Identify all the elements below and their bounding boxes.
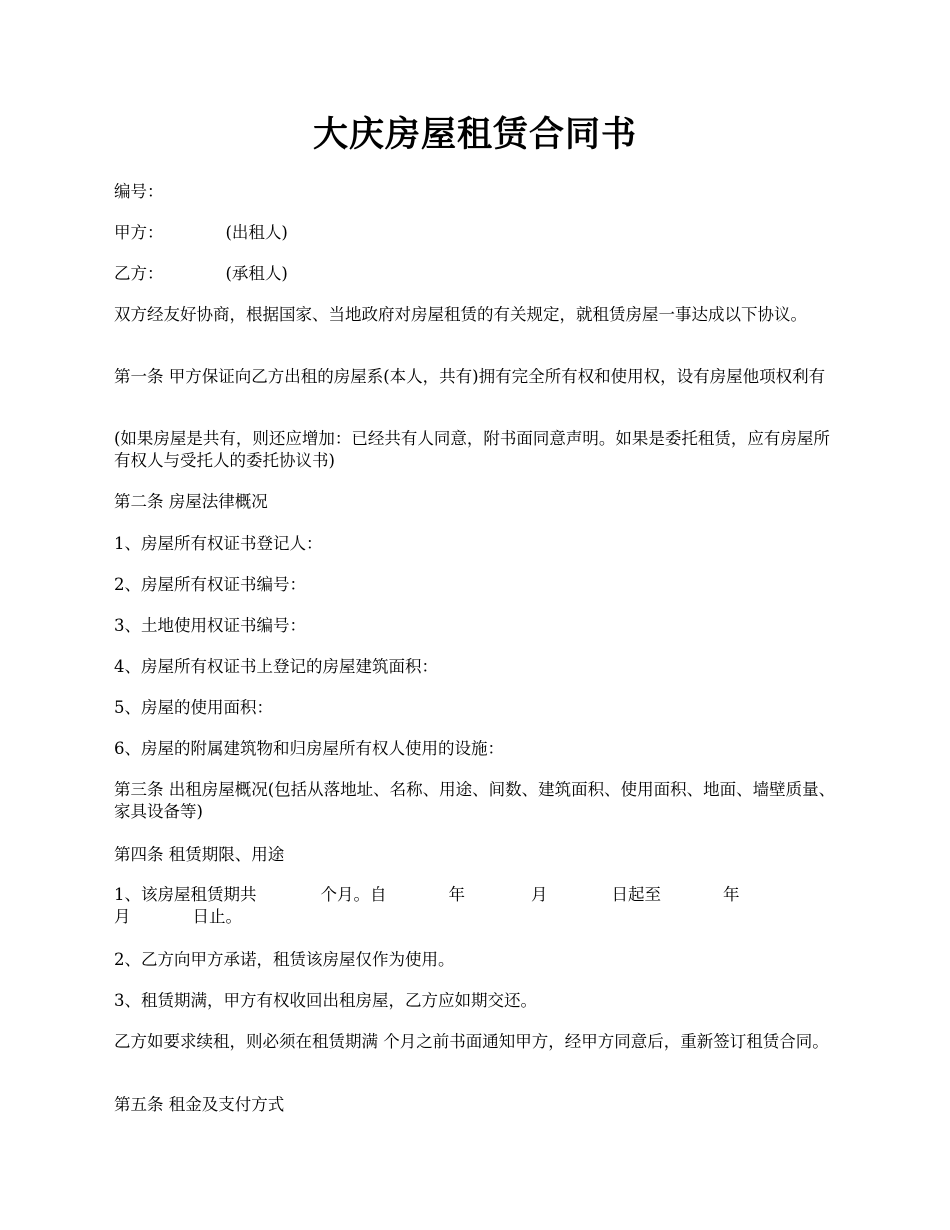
renewal-paragraph: 乙方如要求续租，则必须在租赁期满 个月之前书面通知甲方，经甲方同意后，重新签订租赁合同。 — [114, 1032, 829, 1051]
end-day-label: 日止。 — [192, 907, 242, 926]
article-5-title: 第五条 租金及支付方式 — [114, 1095, 285, 1114]
lease-term-prefix: 1、该房屋租赁期共 — [114, 885, 257, 904]
article-4-title: 第四条 租赁期限、用途 — [114, 845, 285, 864]
article-2-item: 6、房屋的附属建筑物和归房屋所有权人使用的设施： — [114, 739, 504, 758]
contract-number-label: 编号： — [114, 182, 164, 201]
article-3: 第三条 出租房屋概况(包括从落地址、名称、用途、间数、建筑面积、使用面积、地面、墙壁质量、家具设备等) — [114, 780, 836, 821]
party-b-label: 乙方： — [114, 264, 164, 283]
party-a-role: (出租人) — [225, 223, 288, 242]
article-2-item: 5、房屋的使用面积： — [114, 698, 273, 717]
article-2-item: 1、房屋所有权证书登记人： — [114, 534, 323, 553]
start-year-label: 年 — [448, 885, 465, 904]
article-2-item: 2、房屋所有权证书编号： — [114, 575, 306, 594]
article-4-item-1 — [114, 884, 844, 928]
article-1-note: (如果房屋是共有，则还应增加：已经共有人同意，附书面同意声明。如果是委托租赁，应有房屋所有权人与受托人的委托协议书) — [114, 429, 830, 470]
article-2-item: 3、土地使用权证书编号： — [114, 616, 306, 635]
contract-number-line — [114, 181, 844, 203]
intro-paragraph: 双方经友好协商，根据国家、当地政府对房屋租赁的有关规定，就租赁房屋一事达成以下协议。 — [114, 305, 807, 324]
document-title: 大庆房屋租赁合同书 — [312, 114, 637, 155]
end-month-label: 月 — [114, 907, 131, 926]
lease-months-label: 个月。自 — [320, 885, 387, 904]
party-b-role: (承租人) — [225, 264, 288, 283]
start-month-label: 月 — [531, 885, 548, 904]
article-4-item-3: 3、租赁期满，甲方有权收回出租房屋，乙方应如期交还。 — [114, 991, 537, 1010]
article-4-item-2: 2、乙方向甲方承诺，租赁该房屋仅作为使用。 — [114, 950, 455, 969]
party-a-line — [114, 222, 844, 244]
article-2-item: 4、房屋所有权证书上登记的房屋建筑面积： — [114, 657, 438, 676]
article-1: 第一条 甲方保证向乙方出租的房屋系(本人，共有)拥有完全所有权和使用权，设有房屋他项权利有 — [114, 367, 826, 386]
article-2-title: 第二条 房屋法律概况 — [114, 492, 268, 511]
end-year-label: 年 — [723, 885, 740, 904]
start-day-label: 日起至 — [611, 885, 661, 904]
party-a-label: 甲方： — [114, 223, 164, 242]
party-b-line — [114, 263, 844, 285]
